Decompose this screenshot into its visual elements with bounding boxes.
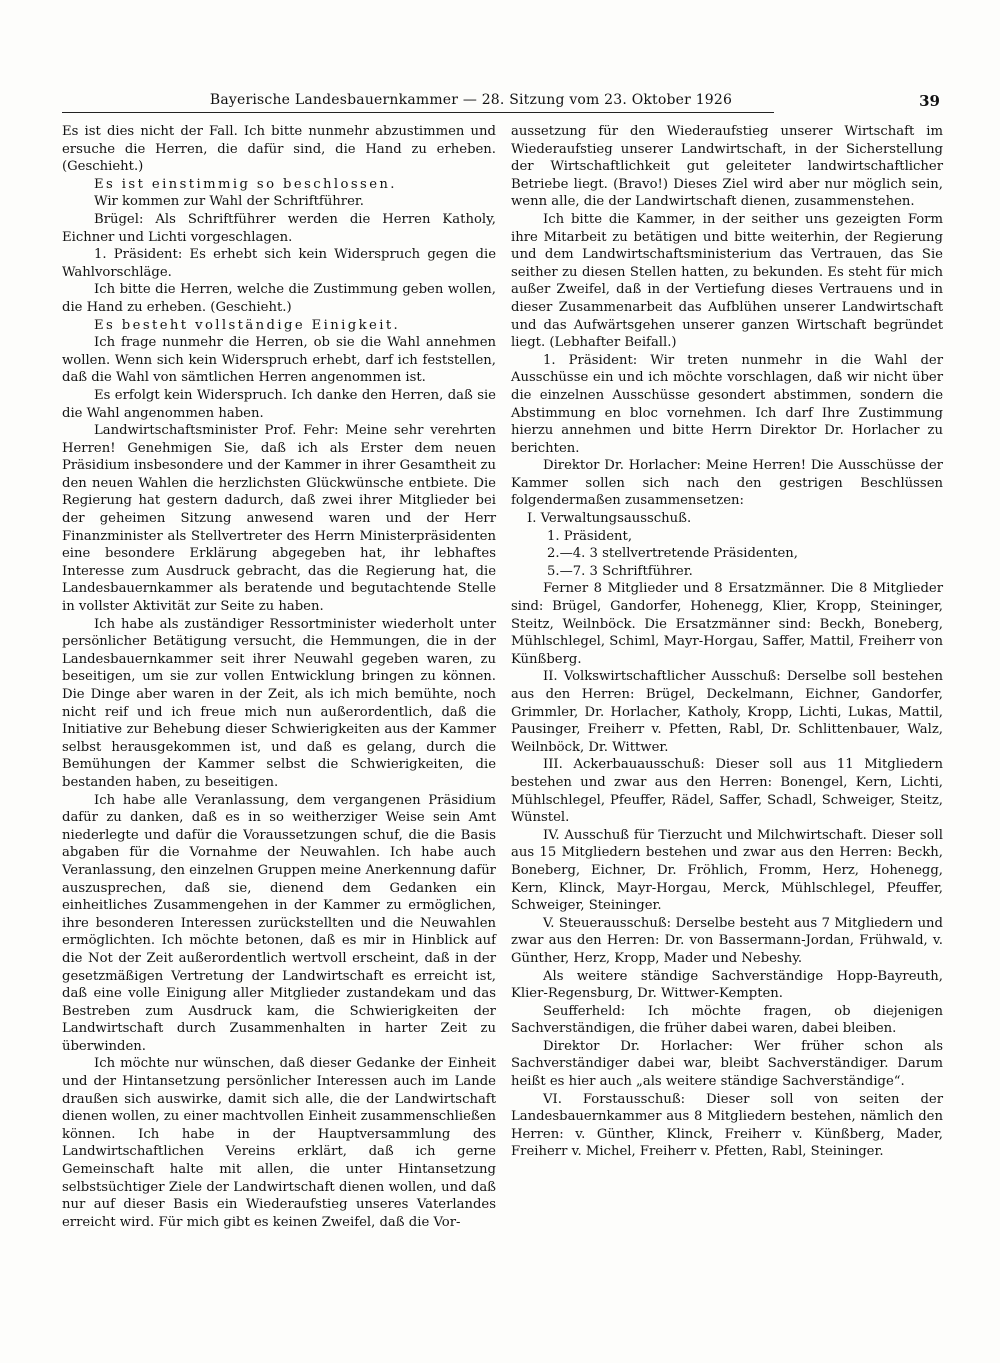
paragraph: VI. Forstausschuß: Dieser soll von seiten der Landesbauernkammer aus 8 Mitgliedern bestehen, nämlich den Herren: v. Günther, Klinck, Freiherr v. Künßberg, Mader, Freiherr v. Michel, Freiherr v. Pfetten, Rabl, Steininger. (511, 1091, 943, 1160)
paragraph: Landwirtschaftsminister Prof. Fehr: Meine sehr verehrten Herren! Genehmigen Sie, daß ich als Erster dem neuen Präsidium insbesondere und der Kammer in ihrer Gesamtheit zu den neuen Wahlen die herzlichsten Glückwünsche entbiete. Die Regierung hat gestern dadurch, daß zwei ihrer Mitglieder bei der geheimen Sitzung anwesend waren und der Herr Finanzminister als Stellvertreter des Herrn Ministerpräsidenten eine besondere Erklärung abgegeben hat, ihr lebhaftes Interesse zum Ausdruck gebracht, das die Regierung hat, die Landesbauernkammer als beratende und begutachtende Stelle in vollster Aktivität zur Seite zu haben. (62, 423, 496, 615)
paragraph: Ich habe als zuständiger Ressortminister wiederholt unter persönlicher Betätigung versucht, die Hemmungen, die in der Landesbauernkammer seit ihrer Neuwahl gegeben waren, zu beseitigen, um sie zur vollen Entwicklung bringen zu können. Die Dinge aber waren in der Zeit, als ich mich bemühte, noch nicht reif und ich freue mich nun außerordentlich, daß die Initiative zur Behebung dieser Schwierigkeiten aus der Kammer selbst herausgekommen ist, und daß es gelang, durch die Bemühungen der Kammer selbst die Schwierigkeiten, die bestanden haben, zu beseitigen. (62, 616, 496, 790)
paragraph: Direktor Dr. Horlacher: Meine Herren! Die Ausschüsse der Kammer sollen sich nach den gestrigen Beschlüssen folgendermaßen zusammensetzen: (511, 458, 943, 509)
paragraph: Direktor Dr. Horlacher: Wer früher schon als Sachverständiger dabei war, bleibt Sachverständiger. Darum heißt es hier auch „als weitere ständige Sachverständige“. (511, 1038, 943, 1090)
paragraph: Es ist dies nicht der Fall. Ich bitte nunmehr abzustimmen und ersuche die Herren, die dafür sind, die Hand zu erheben. (Geschieht.) (62, 124, 496, 175)
paragraph: Brügel: Als Schriftführer werden die Herren Katholy, Eichner und Lichti vorgeschlagen. (62, 211, 496, 245)
paragraph: Ich habe alle Veranlassung, dem vergangenen Präsidium dafür zu danken, daß es in so weitherziger Weise sein Amt niederlegte und dafür die Voraussetzungen schuf, die die Basis abgaben für die Vornahme der Neuwahlen. Ich habe auch Veranlassung, den einzelnen Gruppen meine Anerkennung dafür auszusprechen, daß sie, dienend dem Gedanken ein einheitliches Zusammengehen in der Kammer zu ermöglichen, ihre besonderen Interessen zurückstellten und die Neuwahlen ermöglichten. Ich möchte betonen, daß es mir in Hinblick auf die Not der Zeit außerordentlich wertvoll erscheint, daß in der gesetzmäßigen Vertretung der Landwirtschaft es erreicht ist, daß eine volle Einigung aller Mitglieder zustandekam und das Bestreben zum Ausdruck kam, die Schwierigkeiten der Landwirtschaft durch Zusammenhalten in harter Zeit zu überwinden. (62, 792, 496, 1054)
paragraph: II. Volkswirtschaftlicher Ausschuß: Derselbe soll bestehen aus den Herren: Brügel, Deckelmann, Eichner, Gandorfer, Grimmler, Dr. Horlacher, Katholy, Kropp, Lichti, Lukas, Mattil, Pausinger, Freiherr v. Pfetten, Rabl, Dr. Schlittenbauer, Walz, Weilnböck, Dr. Wittwer. (511, 669, 943, 755)
paragraph: 1. Präsident: Wir treten nunmehr in die Wahl der Ausschüsse ein und ich möchte vorschlagen, daß wir nicht über die einzelnen Ausschüsse gesondert abstimmen, sondern die Abstimmung en bloc vornehmen. Ich darf Ihre Zustimmung hierzu annehmen und bitte Herrn Direktor Dr. Horlacher zu berichten. (511, 352, 943, 456)
paragraph: Ich bitte die Kammer, in der seither uns gezeigten Form ihre Mitarbeit zu betätigen und bitte weiterhin, der Regierung und dem Landwirtschaftsministerium das Vertrauen, das Sie seither zu diesen Stellen hatten, zu bekunden. Es steht für mich außer Zweifel, daß in der Vertiefung dieses Vertrauens und in dieser Zusammenarbeit das Aufblühen unserer Landwirtschaft und das Aufwärtsgehen unserer ganzen Wirtschaft begründet liegt. (Lebhafter Beifall.) (511, 211, 943, 351)
paragraph: Ferner 8 Mitglieder und 8 Ersatzmänner. Die 8 Mitglieder sind: Brügel, Gandorfer, Hohenegg, Klier, Kropp, Steininger, Steitz, Weilnböck. Die Ersatzmänner sind: Beckh, Boneberg, Mühlschlegel, Schiml, Mayr-Horgau, Saffer, Mattil, Freiherr von Künßberg. (511, 581, 943, 667)
paragraph: 5.—7. 3 Schriftführer. (547, 563, 693, 579)
paragraph: IV. Ausschuß für Tierzucht und Milchwirtschaft. Dieser soll aus 15 Mitgliedern bestehen und zwar aus den Herren: Beckh, Boneberg, Eichner, Dr. Fröhlich, Fromm, Herz, Hohenegg, Kern, Klinck, Mayr-Horgau, Merck, Mühlschlegel, Pfeuffer, Schweiger, Steininger. (511, 827, 943, 914)
right-text-column (511, 123, 943, 1161)
paragraph: Es erfolgt kein Widerspruch. Ich danke den Herren, daß sie die Wahl angenommen haben. (62, 387, 496, 421)
paragraph: Seufferheld: Ich möchte fragen, ob diejenigen Sachverständigen, die früher dabei waren, dabei bleiben. (511, 1003, 943, 1037)
paragraph: Es besteht vollständige Einigkeit. (94, 317, 401, 333)
paragraph: Ich frage nunmehr die Herren, ob sie die Wahl annehmen wollen. Wenn sich kein Widerspruch erhebt, darf ich feststellen, daß die Wahl von sämtlichen Herren angenommen ist. (62, 335, 496, 386)
paragraph: V. Steuerausschuß: Derselbe besteht aus 7 Mitgliedern und zwar aus den Herren: Dr. von Bassermann-Jordan, Frühwald, v. Günther, Herz, Kropp, Mader und Nebeshy. (511, 915, 943, 966)
paragraph: III. Ackerbauausschuß: Dieser soll aus 11 Mitgliedern bestehen und zwar aus den Herren: Bonengel, Kern, Lichti, Mühlschlegel, Pfeuffer, Rädel, Saffer, Schadl, Schweiger, Steitz, Wünstel. (511, 757, 943, 826)
running-header (62, 92, 940, 112)
page-number: 39 (919, 92, 940, 110)
paragraph: 2.—4. 3 stellvertretende Präsidenten, (547, 546, 798, 562)
paragraph: Wir kommen zur Wahl der Schriftführer. (94, 194, 364, 210)
left-text-column (62, 123, 496, 1231)
paragraph: Ich möchte nur wünschen, daß dieser Gedanke der Einheit und der Hintansetzung persönlicher Interessen auch im Lande draußen sich auswirke, damit sich alle, die der Landwirtschaft dienen wollen, zu einer machtvollen Einheit zusammenschließen können. Ich habe in der Hauptversammlung des Landwirtschaftlichen Vereins erklärt, daß ich gerne Gemeinschaft halte mit allen, die unter Hintansetzung selbstsüchtiger Ziele der Landwirtschaft dienen wollen, und daß nur auf dieser Basis ein Wiederaufstieg unseres Vaterlandes erreicht wird. Für mich gibt es keinen Zweifel, daß die Vor- (62, 1056, 496, 1230)
header-title: Bayerische Landesbauernkammer — 28. Sitzung vom 23. Oktober 1926 (209, 92, 733, 108)
paragraph: Als weitere ständige Sachverständige Hopp-Bayreuth, Klier-Regensburg, Dr. Wittwer-Kempten. (511, 968, 943, 1002)
paragraph: Ich bitte die Herren, welche die Zustimmung geben wollen, die Hand zu erheben. (Geschieht.) (62, 282, 496, 315)
paragraph: aussetzung für den Wiederaufstieg unserer Wirtschaft im Wiederaufstieg unserer Landwirtschaft, in der Sicherstellung der Wirtschaftlichkeit gut geleiteter landwirtschaftlicher Betriebe liegt. (Bravo!) Dieses Ziel wird aber nur möglich sein, wenn alle, die der Landwirtschaft dienen, zusammenstehen. (511, 124, 943, 210)
paragraph: 1. Präsident, (547, 528, 633, 544)
paragraph: 1. Präsident: Es erhebt sich kein Widerspruch gegen die Wahlvorschläge. (62, 247, 496, 280)
paragraph: Es ist einstimmig so beschlossen. (94, 176, 397, 192)
paragraph: I. Verwaltungsausschuß. (527, 511, 692, 527)
header-rule (62, 112, 774, 113)
